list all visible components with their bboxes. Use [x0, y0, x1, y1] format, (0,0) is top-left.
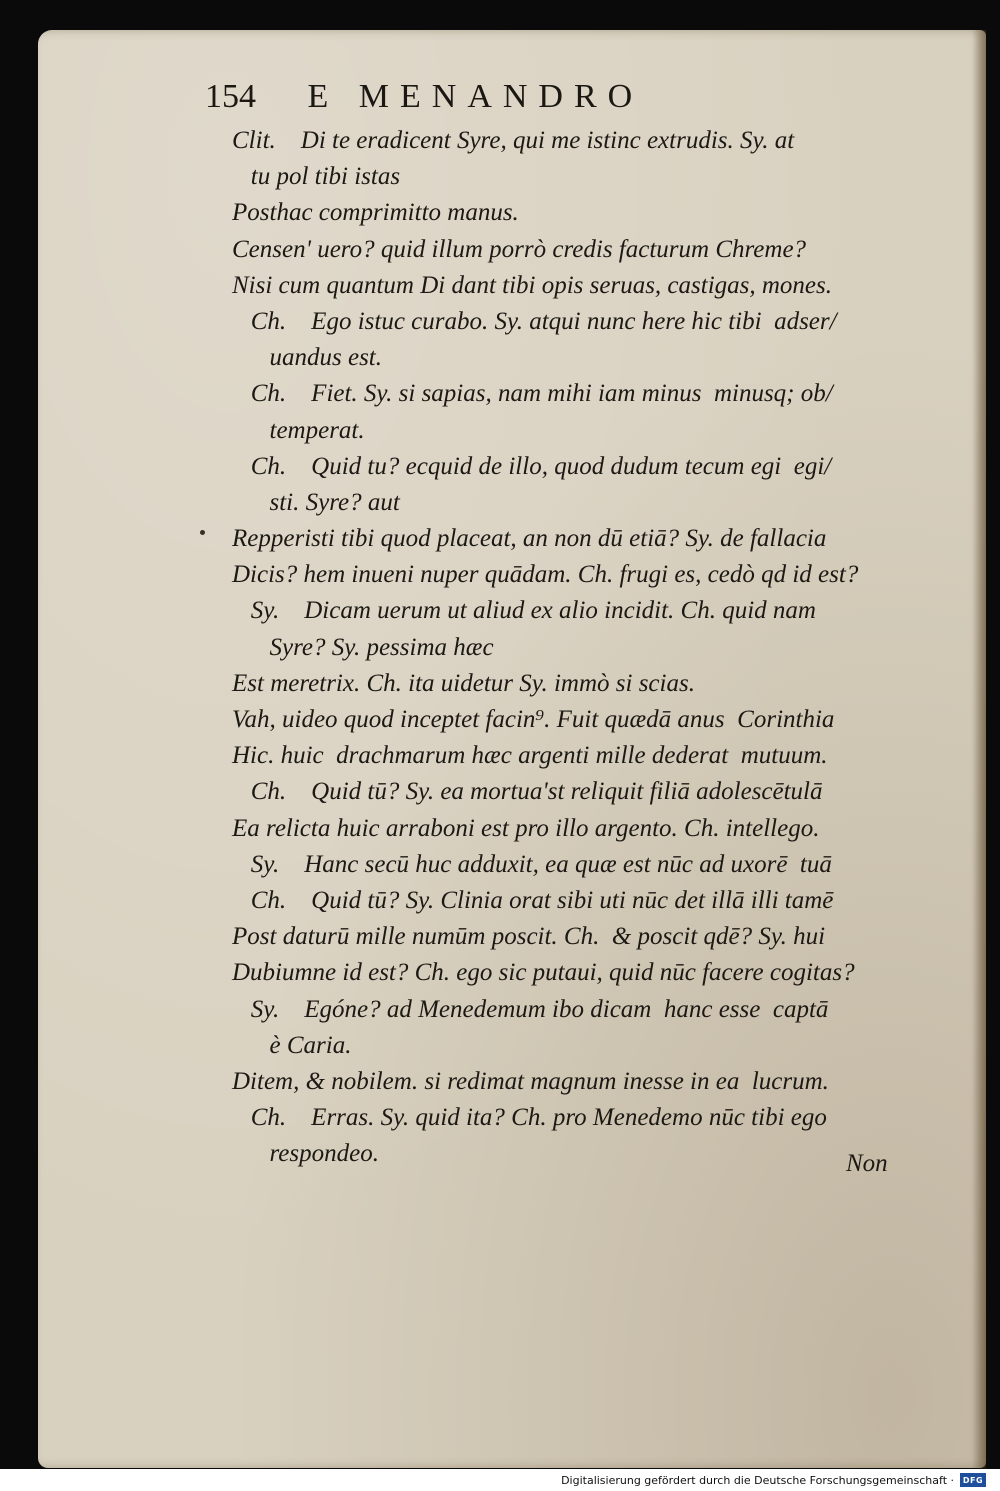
text-line: Censen' uero? quid illum porrò credis facturum Chreme? — [232, 235, 807, 263]
text-line: Ch. Fiet. Sy. si sapias, nam mihi iam minus minusq; ob/ — [232, 380, 833, 408]
text-line: Sy. Hanc secū huc adduxit, ea quæ est nūc ad uxorē tuā — [232, 850, 832, 878]
text-line: Sy. Dicam uerum ut aliud ex alio incidit. Ch. quid nam — [232, 597, 816, 625]
text-line: Dubiumne id est? Ch. ego sic putaui, quid nūc facere cogitas? — [232, 959, 855, 987]
page-edge-shadow — [972, 30, 986, 1468]
text-line: temperat. — [232, 416, 365, 444]
text-line: uandus est. — [232, 344, 382, 372]
text-line: Syre? Sy. pessima hæc — [232, 633, 494, 661]
running-head — [205, 78, 643, 116]
text-line: tu pol tibi istas — [232, 163, 401, 191]
text-line: è Caria. — [232, 1031, 352, 1059]
ink-speck — [200, 530, 205, 535]
text-line: Clit. Di te eradicent Syre, qui me istinc extrudis. Sy. at — [232, 127, 795, 154]
text-line: Ch. Erras. Sy. quid ita? Ch. pro Menedemo nūc tibi ego — [232, 1104, 827, 1132]
running-title: E MENANDRO — [307, 78, 644, 115]
page-number: 154 — [205, 78, 256, 115]
text-line: respondeo. — [232, 1140, 379, 1168]
digitization-footer — [0, 1469, 992, 1491]
text-line: Hic. huic drachmarum hæc argenti mille dederat mutuum. — [232, 742, 828, 770]
text-line: Dicis? hem inueni nuper quādam. Ch. frugi es, cedò qd id est? — [232, 561, 859, 589]
text-line: Ch. Quid tū? Sy. ea mortua'st reliquit filiā adolescētulā — [232, 778, 823, 806]
text-line: Ch. Quid tu? ecquid de illo, quod dudum tecum egi egi/ — [232, 452, 832, 480]
dfg-logo: DFG — [960, 1473, 986, 1487]
text-line: Repperisti tibi quod placeat, an non dū etiā? Sy. de fallacia — [232, 525, 827, 553]
catchword: Non — [846, 1150, 888, 1177]
text-block — [232, 123, 932, 1172]
text-line: Post daturū mille numūm poscit. Ch. & poscit qdē? Sy. hui — [232, 923, 826, 951]
footer-credit: Digitalisierung gefördert durch die Deutsche Forschungsgemeinschaft · — [561, 1473, 954, 1487]
text-line: Ditem, & nobilem. si redimat magnum inesse in ea lucrum. — [232, 1067, 829, 1095]
text-line: Vah, uideo quod inceptet facin⁹. Fuit quædā anus Corinthia — [232, 706, 835, 733]
text-line: Ch. Quid tū? Sy. Clinia orat sibi uti nūc det illā illi tamē — [232, 886, 834, 914]
text-line: Posthac comprimitto manus. — [232, 199, 519, 227]
text-line: Est meretrix. Ch. ita uidetur Sy. immò si scias. — [232, 669, 695, 697]
text-line: sti. Syre? aut — [232, 488, 400, 516]
text-line: Nisi cum quantum Di dant tibi opis seruas, castigas, mones. — [232, 271, 833, 299]
text-line: Ea relicta huic arraboni est pro illo argento. Ch. intellego. — [232, 814, 820, 842]
text-line: Ch. Ego istuc curabo. Sy. atqui nunc here hic tibi adser/ — [232, 307, 837, 335]
text-line: Sy. Egóne? ad Menedemum ibo dicam hanc esse captā — [232, 995, 829, 1023]
